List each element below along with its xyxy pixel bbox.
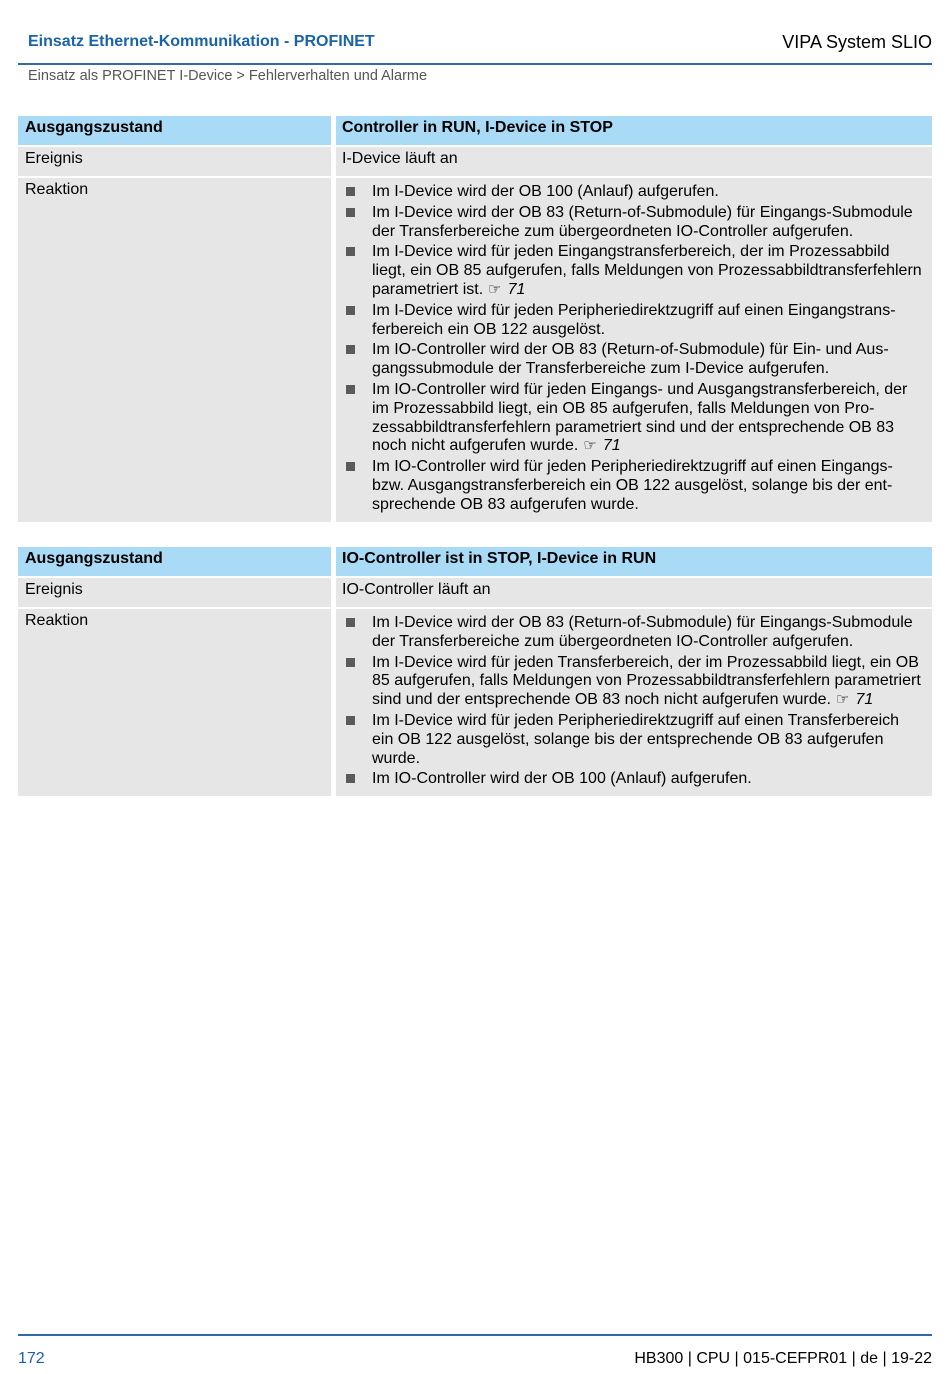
list-item-text: Im I-Device wird für jeden Transferbereich, der im Prozessabbild liegt, ein OB 85 aufgerufen, falls Meldungen von Prozessabbildtransferfehlern parametriert sind und der entsprechende OB 83 noch nicht aufgerufen wurde. bbox=[372, 653, 921, 709]
page-reference-number: 71 bbox=[507, 280, 526, 298]
list-item bbox=[342, 712, 924, 768]
table-row bbox=[18, 578, 932, 607]
reaction-list bbox=[342, 181, 924, 522]
list-item-text: Im IO-Controller wird für jeden Eingangs- und Ausgangstransferbereich, der im Prozessabbild liegt, ein OB 85 aufgerufen, falls Meldungen von Prozessabbildtransferfehlern parametriert sind und der entsprechende OB 83 noch nicht aufgerufen wurde. bbox=[372, 380, 908, 455]
document-id: HB300 | CPU | 015-CEFPR01 | de | 19-22 bbox=[634, 1350, 932, 1367]
reaction-list bbox=[342, 612, 924, 796]
head-value: Controller in RUN, I-Device in STOP bbox=[336, 116, 932, 145]
list-item-text: Im IO-Controller wird der OB 83 (Return-of-Submodule) für Ein- und Ausgangssubmodule der Transferbereiche zum I-Device aufgerufen. bbox=[372, 341, 889, 378]
pointing-hand-icon: ☞ bbox=[583, 437, 597, 455]
list-item bbox=[342, 458, 924, 514]
reaction-cell bbox=[336, 609, 932, 796]
list-item bbox=[342, 770, 924, 789]
event-value: IO-Controller läuft an bbox=[336, 578, 932, 607]
footer-divider bbox=[18, 1334, 932, 1336]
state-table-1 bbox=[18, 114, 932, 524]
list-item bbox=[342, 341, 924, 379]
page-number: 172 bbox=[18, 1350, 45, 1367]
list-item-text: Im I-Device wird für jeden Peripheriedirektzugriff auf einen Eingangstransferbereich ein OB 122 ausgelöst. bbox=[372, 301, 896, 338]
header-divider bbox=[18, 63, 932, 65]
page-reference-link[interactable] bbox=[578, 437, 620, 454]
page-reference-link[interactable] bbox=[831, 691, 873, 708]
page-reference-number: 71 bbox=[602, 437, 621, 455]
table-row bbox=[18, 547, 932, 576]
page-reference-link[interactable] bbox=[483, 281, 525, 298]
table-row bbox=[18, 178, 932, 522]
list-item bbox=[342, 183, 924, 202]
list-item bbox=[342, 302, 924, 340]
list-item-text: Im IO-Controller wird der OB 100 (Anlauf) aufgerufen. bbox=[372, 770, 752, 788]
list-item-text: Im I-Device wird für jeden Eingangstransferbereich, der im Prozessabbild liegt, ein OB 85 aufgerufen, falls Meldungen von Prozessabbildtransferfehlern parametriert ist. bbox=[372, 243, 922, 298]
list-item bbox=[342, 204, 924, 242]
head-label: Ausgangszustand bbox=[18, 116, 331, 145]
reaction-label: Reaktion bbox=[18, 609, 331, 796]
list-item bbox=[342, 654, 924, 710]
list-item bbox=[342, 614, 924, 652]
page-reference-number: 71 bbox=[855, 691, 874, 709]
list-item-text: Im I-Device wird für jeden Peripheriedirektzugriff auf einen Transferbereich ein OB 122 ausgelöst, solange bis der entsprechende OB 83 aufgerufen wurde. bbox=[372, 711, 900, 767]
reaction-label: Reaktion bbox=[18, 178, 331, 522]
breadcrumb: Einsatz als PROFINET I-Device > Fehlerverhalten und Alarme bbox=[28, 68, 428, 84]
list-item-text: Im I-Device wird der OB 83 (Return-of-Submodule) für Eingangs-Submodule der Transferbereiche zum übergeordneten IO-Controller aufgerufen. bbox=[372, 203, 913, 240]
product-name: VIPA System SLIO bbox=[782, 32, 932, 52]
list-item-text: Im IO-Controller wird für jeden Peripheriedirektzugriff auf einen Eingangs- bzw. Ausgangstransferbereich ein OB 122 ausgelöst, solange bis der entsprechende OB 83 aufgerufen wurde. bbox=[372, 458, 893, 513]
list-item-text: Im I-Device wird der OB 100 (Anlauf) aufgerufen. bbox=[372, 183, 719, 200]
pointing-hand-icon: ☞ bbox=[488, 280, 502, 298]
head-label: Ausgangszustand bbox=[18, 547, 331, 576]
reaction-cell bbox=[336, 178, 932, 522]
head-value: IO-Controller ist in STOP, I-Device in RUN bbox=[336, 547, 932, 576]
event-value: I-Device läuft an bbox=[336, 147, 932, 176]
pointing-hand-icon: ☞ bbox=[835, 691, 850, 709]
state-table-2 bbox=[18, 545, 932, 798]
table-row bbox=[18, 609, 932, 796]
table-row bbox=[18, 116, 932, 145]
event-label: Ereignis bbox=[18, 147, 331, 176]
list-item bbox=[342, 381, 924, 456]
section-title: Einsatz Ethernet-Kommunikation - PROFINET bbox=[28, 33, 375, 50]
list-item bbox=[342, 243, 924, 299]
table-row bbox=[18, 147, 932, 176]
event-label: Ereignis bbox=[18, 578, 331, 607]
list-item-text: Im I-Device wird der OB 83 (Return-of-Submodule) für Eingangs-Submodule der Transferbereiche zum übergeordneten IO-Controller aufgerufen. bbox=[372, 614, 913, 650]
